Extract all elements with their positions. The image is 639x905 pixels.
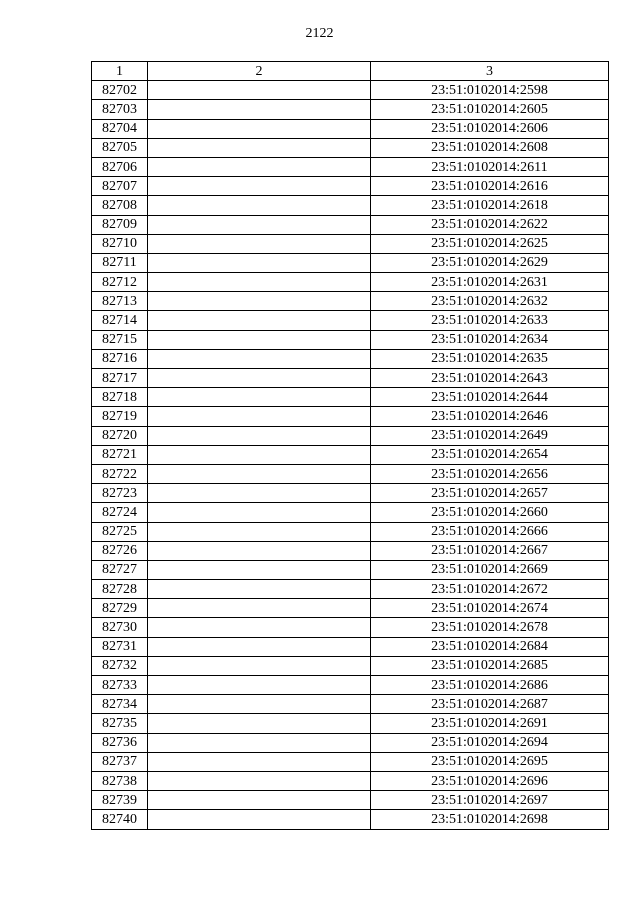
cadastral-number-cell: 23:51:0102014:2657 [371,484,609,503]
table-row [92,599,609,618]
row-description-cell [148,714,371,733]
row-number-cell: 82728 [92,580,148,599]
row-number-cell: 82714 [92,311,148,330]
table-row [92,196,609,215]
table-row [92,157,609,176]
row-number-cell: 82703 [92,100,148,119]
cadastral-number-cell: 23:51:0102014:2685 [371,656,609,675]
table-row [92,752,609,771]
header-row [92,62,609,81]
cadastral-number-cell: 23:51:0102014:2687 [371,695,609,714]
cadastral-number-cell: 23:51:0102014:2644 [371,388,609,407]
cadastral-number-cell: 23:51:0102014:2694 [371,733,609,752]
row-number-cell: 82716 [92,349,148,368]
row-number-cell: 82723 [92,484,148,503]
row-description-cell [148,138,371,157]
row-number-cell: 82725 [92,522,148,541]
cadastral-number-cell: 23:51:0102014:2605 [371,100,609,119]
cadastral-number-cell: 23:51:0102014:2672 [371,580,609,599]
cadastral-number-cell: 23:51:0102014:2696 [371,771,609,790]
cadastral-number-cell: 23:51:0102014:2698 [371,810,609,829]
row-description-cell [148,618,371,637]
row-description-cell [148,541,371,560]
row-description-cell [148,177,371,196]
row-description-cell [148,580,371,599]
row-description-cell [148,522,371,541]
table-row [92,580,609,599]
row-number-cell: 82713 [92,292,148,311]
table-row [92,714,609,733]
row-description-cell [148,771,371,790]
row-number-cell: 82708 [92,196,148,215]
cadastral-number-cell: 23:51:0102014:2634 [371,330,609,349]
table-row [92,234,609,253]
cadastral-number-cell: 23:51:0102014:2656 [371,464,609,483]
row-number-cell: 82736 [92,733,148,752]
row-description-cell [148,157,371,176]
row-number-cell: 82734 [92,695,148,714]
row-number-cell: 82715 [92,330,148,349]
row-number-cell: 82722 [92,464,148,483]
row-description-cell [148,656,371,675]
header-cell-1: 1 [92,62,148,81]
cadastral-number-cell: 23:51:0102014:2598 [371,81,609,100]
row-description-cell [148,752,371,771]
header-cell-3: 3 [371,62,609,81]
table-row [92,771,609,790]
row-description-cell [148,484,371,503]
row-number-cell: 82727 [92,560,148,579]
cadastral-number-cell: 23:51:0102014:2633 [371,311,609,330]
row-description-cell [148,234,371,253]
cadastral-number-cell: 23:51:0102014:2632 [371,292,609,311]
cadastral-number-cell: 23:51:0102014:2622 [371,215,609,234]
row-description-cell [148,349,371,368]
cadastral-number-cell: 23:51:0102014:2629 [371,253,609,272]
row-number-cell: 82735 [92,714,148,733]
row-number-cell: 82730 [92,618,148,637]
cadastral-number-cell: 23:51:0102014:2654 [371,445,609,464]
table-row [92,637,609,656]
row-description-cell [148,695,371,714]
row-description-cell [148,388,371,407]
row-number-cell: 82704 [92,119,148,138]
row-number-cell: 82740 [92,810,148,829]
table-row [92,484,609,503]
cadastral-number-cell: 23:51:0102014:2660 [371,503,609,522]
table-row [92,791,609,810]
cadastral-number-cell: 23:51:0102014:2643 [371,369,609,388]
table-row [92,695,609,714]
row-number-cell: 82721 [92,445,148,464]
table-row [92,215,609,234]
cadastral-number-cell: 23:51:0102014:2667 [371,541,609,560]
cadastral-number-cell: 23:51:0102014:2678 [371,618,609,637]
cadastral-number-cell: 23:51:0102014:2616 [371,177,609,196]
row-number-cell: 82737 [92,752,148,771]
row-number-cell: 82720 [92,426,148,445]
row-number-cell: 82707 [92,177,148,196]
table-row [92,407,609,426]
row-description-cell [148,369,371,388]
row-number-cell: 82733 [92,676,148,695]
row-description-cell [148,599,371,618]
row-number-cell: 82719 [92,407,148,426]
row-number-cell: 82739 [92,791,148,810]
row-description-cell [148,791,371,810]
row-description-cell [148,81,371,100]
row-number-cell: 82706 [92,157,148,176]
row-description-cell [148,733,371,752]
table-row [92,618,609,637]
registry-table [91,61,609,830]
table-row [92,676,609,695]
table-body [92,81,609,829]
row-description-cell [148,676,371,695]
table-row [92,733,609,752]
row-number-cell: 82718 [92,388,148,407]
row-number-cell: 82709 [92,215,148,234]
table-row [92,522,609,541]
row-description-cell [148,503,371,522]
cadastral-number-cell: 23:51:0102014:2606 [371,119,609,138]
cadastral-number-cell: 23:51:0102014:2697 [371,791,609,810]
row-number-cell: 82732 [92,656,148,675]
row-description-cell [148,100,371,119]
table-row [92,560,609,579]
row-description-cell [148,119,371,138]
row-number-cell: 82710 [92,234,148,253]
table-row [92,138,609,157]
cadastral-number-cell: 23:51:0102014:2684 [371,637,609,656]
row-description-cell [148,407,371,426]
cadastral-number-cell: 23:51:0102014:2695 [371,752,609,771]
row-description-cell [148,196,371,215]
cadastral-number-cell: 23:51:0102014:2625 [371,234,609,253]
table-row [92,369,609,388]
row-description-cell [148,311,371,330]
row-description-cell [148,215,371,234]
table-header [92,62,609,81]
cadastral-number-cell: 23:51:0102014:2691 [371,714,609,733]
table-row [92,388,609,407]
row-description-cell [148,253,371,272]
table-row [92,311,609,330]
cadastral-number-cell: 23:51:0102014:2608 [371,138,609,157]
row-number-cell: 82729 [92,599,148,618]
row-description-cell [148,330,371,349]
cadastral-number-cell: 23:51:0102014:2666 [371,522,609,541]
table-row [92,100,609,119]
table-row [92,464,609,483]
cadastral-number-cell: 23:51:0102014:2674 [371,599,609,618]
row-description-cell [148,560,371,579]
cadastral-number-cell: 23:51:0102014:2669 [371,560,609,579]
table-row [92,119,609,138]
table-row [92,503,609,522]
table-row [92,810,609,829]
row-number-cell: 82726 [92,541,148,560]
row-description-cell [148,810,371,829]
row-number-cell: 82705 [92,138,148,157]
table-row [92,273,609,292]
row-description-cell [148,292,371,311]
row-number-cell: 82724 [92,503,148,522]
header-cell-2: 2 [148,62,371,81]
table-row [92,330,609,349]
table-row [92,177,609,196]
row-number-cell: 82712 [92,273,148,292]
cadastral-number-cell: 23:51:0102014:2635 [371,349,609,368]
table-row [92,445,609,464]
page-number: 2122 [305,26,334,41]
row-description-cell [148,273,371,292]
cadastral-number-cell: 23:51:0102014:2649 [371,426,609,445]
row-description-cell [148,464,371,483]
cadastral-number-cell: 23:51:0102014:2611 [371,157,609,176]
row-description-cell [148,445,371,464]
row-number-cell: 82738 [92,771,148,790]
row-number-cell: 82717 [92,369,148,388]
row-description-cell [148,426,371,445]
row-description-cell [148,637,371,656]
table-row [92,253,609,272]
table-row [92,81,609,100]
table-row [92,292,609,311]
row-number-cell: 82702 [92,81,148,100]
table-row [92,541,609,560]
cadastral-number-cell: 23:51:0102014:2618 [371,196,609,215]
cadastral-number-cell: 23:51:0102014:2631 [371,273,609,292]
table-row [92,349,609,368]
row-number-cell: 82731 [92,637,148,656]
cadastral-number-cell: 23:51:0102014:2646 [371,407,609,426]
cadastral-number-cell: 23:51:0102014:2686 [371,676,609,695]
table-row [92,656,609,675]
row-number-cell: 82711 [92,253,148,272]
table-row [92,426,609,445]
